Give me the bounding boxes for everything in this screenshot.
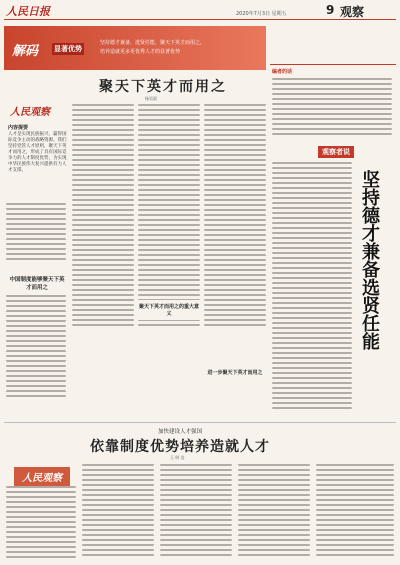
summary-text: 人才是实现民族振兴、赢得国际竞争主动的战略资源。我们坚持党管人才原则，聚天下英才而用之，形成了具有国际竞争力的人才制度优势，为实现中华民族伟大复兴提供有力人才支撑。 <box>8 132 67 173</box>
mid-column-c <box>204 104 266 329</box>
bottom-column-3 <box>160 464 232 559</box>
left-column-text-2 <box>6 295 66 400</box>
masthead-rule <box>4 19 396 20</box>
banner <box>4 26 266 70</box>
mid-heading-1: 聚天下英才而用之的重大意义 <box>138 300 200 320</box>
mid-column-b <box>138 104 200 329</box>
bottom-byline: 王 明 浩 <box>170 455 185 460</box>
bottom-column-4 <box>238 464 310 559</box>
page-number: 9 <box>326 3 335 17</box>
mid-heading-2: 进一步聚天下英才而用之 <box>204 366 266 379</box>
left-column-logo: 人民观察 <box>10 107 50 118</box>
bottom-logo: 人民观察 <box>14 467 70 486</box>
vertical-title: 坚持德才兼备选贤任能 <box>359 170 380 350</box>
mid-column-a <box>72 104 134 329</box>
headline-1: 聚天下英才而用之 <box>99 79 227 95</box>
masthead-logo: 人民日报 <box>6 5 50 18</box>
editor-note-text <box>272 78 392 138</box>
left-column-text <box>6 203 66 263</box>
right-column-box <box>270 64 396 143</box>
bottom-column-1 <box>6 486 76 561</box>
banner-tag-sub: 显著优势 <box>54 44 82 53</box>
bottom-divider <box>4 422 396 423</box>
right-column-text <box>272 162 352 412</box>
bottom-kicker: 加快建设人才强国 <box>157 429 202 435</box>
editor-note-tag: 编者的话 <box>272 69 293 75</box>
page-section-name: 观察 <box>340 5 365 19</box>
headline-1-byline: 杨昊晨 <box>145 96 157 101</box>
bottom-headline: 依靠制度优势培养造就人才 <box>90 439 270 455</box>
observer-logo: 观察者说 <box>318 146 354 158</box>
banner-tag-main: 解码 <box>12 44 39 59</box>
date-line: 2020年7月3日 星期五 <box>236 11 287 17</box>
banner-line-1: 坚持德才兼备、选贤任能，聚天下英才而用之， <box>100 40 206 46</box>
bottom-column-2 <box>82 464 154 559</box>
left-sub-heading: 中国制度能够聚天下英才而用之 <box>9 277 65 291</box>
banner-line-2: 培养造就更多更优秀人才的显著优势 <box>100 49 181 55</box>
bottom-column-5 <box>316 464 394 559</box>
section-label-summary: 内容提要 <box>8 125 29 131</box>
